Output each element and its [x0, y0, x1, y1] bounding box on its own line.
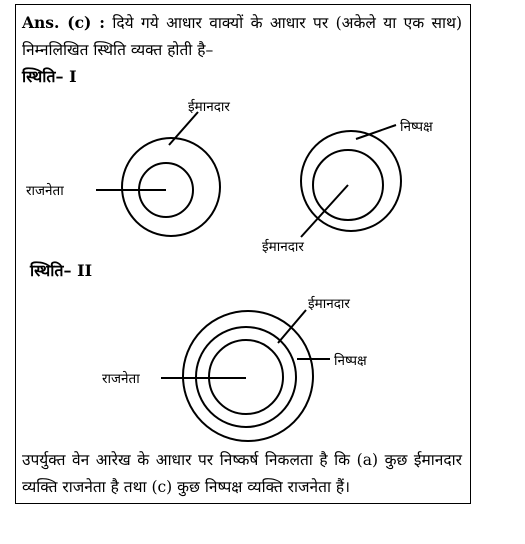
venn-1a [26, 98, 230, 236]
venn-diagrams [16, 5, 472, 505]
label-imandar-2: ईमानदार [308, 296, 350, 312]
label-rajneta-2: राजनेता [102, 371, 140, 387]
intro-text: दिये गये आधार वाक्यों के आधार पर (अकेले या एक साथ) निम्नलिखित स्थिति व्यक्त होती है– [22, 14, 462, 59]
label-nishpaksh-2: निष्पक्ष [334, 353, 367, 369]
conclusion-paragraph: उपर्युक्त वेन आरेख के आधार पर निष्कर्ष निकलता है कि (a) कुछ ईमानदार व्यक्ति राजनेता है तथा (c) कुछ निष्पक्ष व्यक्ति राजनेता हैं। [22, 451, 462, 496]
venn-1b [262, 118, 433, 255]
label-imandar-1b: ईमानदार [262, 239, 304, 255]
circle-imandar-2 [183, 311, 313, 441]
circle-imandar-1a [122, 138, 220, 236]
situation-1-heading: स्थिति– I [22, 67, 77, 86]
label-rajneta-1a: राजनेता [26, 183, 64, 199]
circle-nishpaksh-1b [301, 131, 401, 231]
situation-2-heading: स्थिति– II [30, 261, 93, 280]
venn-2 [102, 295, 367, 441]
answer-label: Ans. (c) : [22, 13, 105, 32]
label-nishpaksh-1b: निष्पक्ष [400, 119, 433, 135]
answer-box [15, 4, 471, 504]
label-imandar-1a: ईमानदार [188, 99, 230, 115]
